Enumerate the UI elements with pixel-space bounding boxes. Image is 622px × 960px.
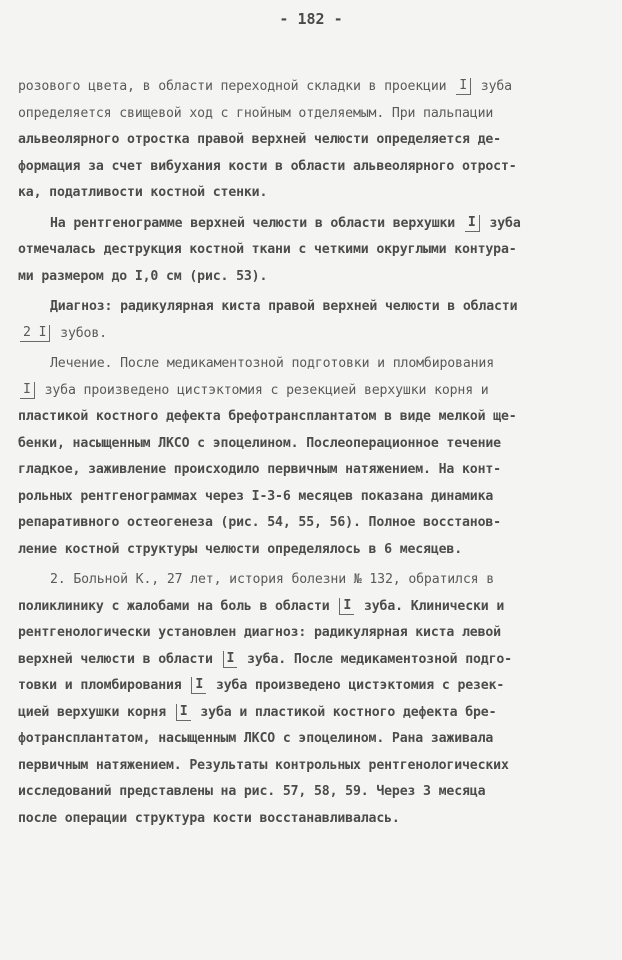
text-line [18,211,614,238]
text-line [18,404,614,431]
tooth-formula: I [20,382,35,399]
text-line [18,74,614,101]
text-line [18,594,614,621]
line-text: На рентгенограмме верхней челюсти в области верхушки [50,215,463,231]
text-line [18,537,614,564]
line-text: первичным натяжением. Результаты контрольных рентгенологических [18,757,509,773]
line-text-tail: зубов. [52,325,107,341]
line-text: рольных рентгенограммах через I-3-6 месяцев показана динамика [18,488,494,504]
text-line [18,127,614,154]
tooth-formula: I [456,78,471,95]
text-line [18,700,614,727]
line-text-tail: зуба произведено цистэктомия с резек- [208,678,505,693]
line-text: формация за счет вибухания кости в области альвеолярного отрост- [18,158,517,174]
line-text: ление костной структуры челюсти определялось в 6 месяцев. [18,541,463,557]
line-text: рентгенологически установлен диагноз: радикулярная киста левой [18,625,501,640]
line-text: товки и пломбирования [18,678,190,693]
tooth-formula: I [465,215,480,232]
body-text [18,74,614,832]
line-text: Лечение. После медикаментозной подготовки и пломбирования [50,356,495,371]
text-line [18,484,614,511]
text-line [18,567,614,594]
line-text-tail: зуба. Клинически и [356,598,505,614]
line-text: определяется свищевой ход с гнойным отделяемым. При пальпации [18,105,494,121]
text-line [18,351,614,378]
text-line [18,180,614,207]
line-text: 2. Больной К., 27 лет, история болезни № 132, обратился в [50,572,495,587]
line-text: Диагноз: радикулярная киста правой верхней челюсти в области [50,299,518,314]
line-text: после операции структура кости восстанавливалась. [18,810,400,826]
line-text-tail: зуба и пластикой костного дефекта бре- [192,704,497,720]
text-line [18,620,614,647]
text-line [18,264,614,291]
line-text: гладкое, заживление происходило первичным натяжением. На конт- [18,462,501,477]
line-text: репаративного остеогенеза (рис. 54, 55, 56). Полное восстанов- [18,515,501,530]
line-text-tail: зуба. После медикаментозной подго- [239,651,512,667]
line-text: альвеолярного отростка правой верхней челюсти определяется де- [18,132,501,147]
text-line [18,806,614,833]
text-line [18,779,614,806]
text-line [18,101,614,128]
text-line [18,647,614,674]
tooth-formula: I [339,598,354,615]
text-line [18,237,614,264]
line-text: отмечалась деструкция костной ткани с четкими округлыми контура- [18,242,517,257]
text-line [18,753,614,780]
line-text: цией верхушки корня [18,704,174,720]
text-line [18,726,614,753]
line-text: поликлинику с жалобами на боль в области [18,598,338,614]
text-line [18,321,614,348]
text-line [18,294,614,321]
line-text: ка, податливости костной стенки. [18,185,268,200]
tooth-formula: I [223,651,238,668]
page-number: - 182 - [279,10,343,28]
text-line [18,154,614,181]
line-text: фотрансплантатом, насыщенным ЛКСО с эпоцелином. Рана заживала [18,731,494,746]
line-text: бенки, насыщенным ЛКСО с эпоцелином. Послеоперационное течение [18,435,501,451]
line-text: пластикой костного дефекта брефотрансплантатом в виде мелкой ще- [18,409,517,424]
text-line [18,378,614,405]
text-line [18,673,614,700]
tooth-formula: 2 I [20,325,50,342]
line-text-tail: зуба произведено цистэктомия с резекцией верхушки корня и [36,382,489,398]
tooth-formula: I [191,677,206,694]
text-line [18,431,614,458]
line-text-tail: зуба [481,215,521,231]
tooth-formula: I [176,704,191,721]
line-text-tail: зуба [473,79,512,94]
line-text: верхней челюсти в области [18,651,221,667]
line-text: исследований представлены на рис. 57, 58, 59. Через 3 месяца [18,784,486,799]
text-line [18,457,614,484]
text-line [18,510,614,537]
line-text: розового цвета, в области переходной складки в проекции [18,79,455,94]
line-text: ми размером до I,0 см (рис. 53). [18,268,268,284]
